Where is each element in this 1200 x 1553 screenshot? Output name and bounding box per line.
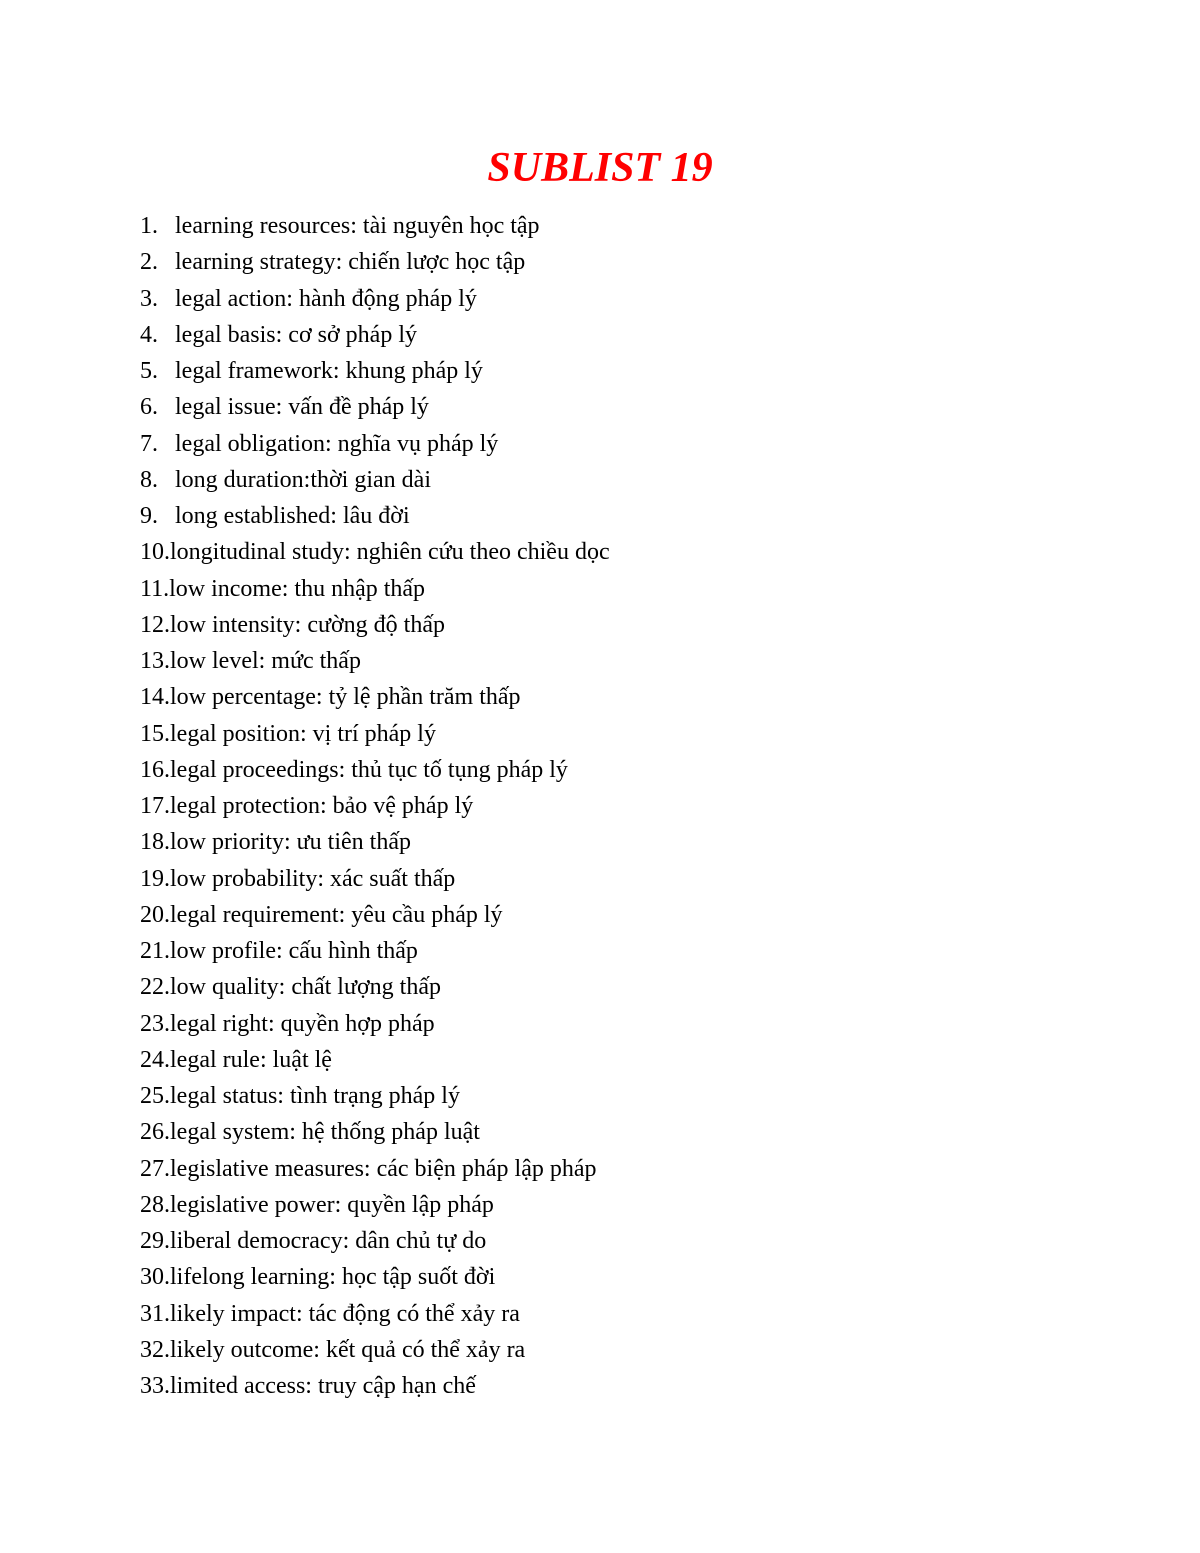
list-item-text: low probability: xác suất thấp [170,865,456,892]
list-item [140,643,610,679]
list-item-number: 21. [140,938,170,964]
list-item-number: 20. [140,901,170,928]
list-item-text: low profile: cấu hình thấp [170,938,418,964]
list-item-text: legal basis: cơ sở pháp lý [175,321,418,348]
list-item-text: likely outcome: kết quả có thể xảy ra [170,1336,526,1363]
list-item-number: 30. [140,1264,170,1291]
list-item [140,426,610,462]
list-item [140,1151,610,1187]
list-item [140,1296,610,1332]
list-item-number: 5. [140,358,158,384]
list-item-number: 32. [140,1336,170,1363]
list-item [140,752,610,788]
list-item [140,534,610,570]
list-item [140,353,610,389]
list-item-number: 4. [140,321,158,348]
list-item [140,788,610,824]
list-item-number: 27. [140,1155,170,1182]
list-item-text: legal framework: khung pháp lý [175,358,483,384]
list-item [140,281,610,317]
list-item-number: 14. [140,684,170,711]
list-item [140,244,610,280]
list-item [140,1006,610,1042]
list-item [140,933,610,969]
list-item-number: 2. [140,249,158,276]
list-item-text: low percentage: tỷ lệ phần trăm thấp [170,684,521,711]
list-item-number: 19. [140,865,170,892]
list-item-text: low priority: ưu tiên thấp [170,829,411,856]
list-item [140,897,610,933]
list-item-number: 25. [140,1083,170,1109]
list-item-text: learning resources: tài nguyên học tập [175,213,540,239]
list-item [140,716,610,752]
list-item [140,571,610,607]
list-item [140,969,610,1005]
list-item [140,679,610,715]
list-item-number: 22. [140,974,170,1001]
list-item [140,861,610,897]
vocabulary-list [140,208,610,1404]
list-item-number: 16. [140,756,170,783]
list-item-number: 9. [140,503,158,529]
list-item-number: 31. [140,1300,170,1327]
list-item [140,1187,610,1223]
list-item-number: 11. [140,575,170,602]
list-item-text: legal protection: bảo vệ pháp lý [170,793,474,819]
list-item [140,824,610,860]
list-item-text: legal proceedings: thủ tục tố tụng pháp lý [170,756,568,783]
list-item-number: 18. [140,829,170,856]
list-item-number: 33. [140,1373,170,1399]
list-item-text: legal position: vị trí pháp lý [170,720,436,747]
list-item-text: legal right: quyền hợp pháp [170,1010,435,1037]
list-item-text: legal requirement: yêu cầu pháp lý [170,901,503,928]
list-item [140,389,610,425]
list-item [140,208,610,244]
list-item-number: 15. [140,720,170,747]
list-item-text: low quality: chất lượng thấp [170,974,441,1001]
list-item-text: legal system: hệ thống pháp luật [170,1119,480,1146]
list-item-number: 1. [140,213,158,239]
list-item-number: 26. [140,1119,170,1146]
list-item [140,1368,610,1404]
list-item [140,1223,610,1259]
list-item-text: liberal democracy: dân chủ tự do [170,1228,487,1254]
list-item-number: 10. [140,539,170,566]
list-item [140,1078,610,1114]
list-item-text: low income: thu nhập thấp [169,575,426,602]
list-item-number: 24. [140,1046,170,1073]
list-item-text: lifelong learning: học tập suốt đời [170,1264,496,1291]
list-item [140,1114,610,1150]
page-title: SUBLIST 19 [487,145,713,191]
list-item-text: low intensity: cường độ thấp [170,611,446,638]
list-item-text: legal issue: vấn đề pháp lý [175,394,429,421]
list-item-text: legislative power: quyền lập pháp [170,1191,494,1218]
list-item-number: 12. [140,611,170,638]
list-item-text: legal rule: luật lệ [170,1046,332,1073]
list-item-number: 7. [140,430,158,457]
list-item-text: legislative measures: các biện pháp lập pháp [170,1155,597,1182]
list-item [140,498,610,534]
list-item-number: 8. [140,466,158,493]
list-item [140,317,610,353]
list-item-text: low level: mức thấp [170,648,361,674]
list-item-text: limited access: truy cập hạn chế [170,1373,476,1399]
list-item-number: 6. [140,394,158,421]
list-item-text: long duration:thời gian dài [175,466,431,493]
list-item-number: 29. [140,1228,170,1254]
list-item [140,1332,610,1368]
list-item-number: 23. [140,1010,170,1037]
list-item [140,1259,610,1295]
list-item-number: 3. [140,285,158,312]
list-item [140,607,610,643]
list-item-text: legal action: hành động pháp lý [175,285,477,312]
list-item [140,1042,610,1078]
list-item-number: 17. [140,793,170,819]
list-item-text: learning strategy: chiến lược học tập [175,249,526,276]
list-item-number: 28. [140,1191,170,1218]
list-item-text: longitudinal study: nghiên cứu theo chiều dọc [170,539,610,566]
list-item-text: long established: lâu đời [175,503,410,529]
list-item-number: 13. [140,648,170,674]
list-item-text: legal obligation: nghĩa vụ pháp lý [175,430,499,457]
list-item-text: likely impact: tác động có thể xảy ra [170,1300,520,1327]
list-item [140,462,610,498]
list-item-text: legal status: tình trạng pháp lý [170,1083,460,1109]
